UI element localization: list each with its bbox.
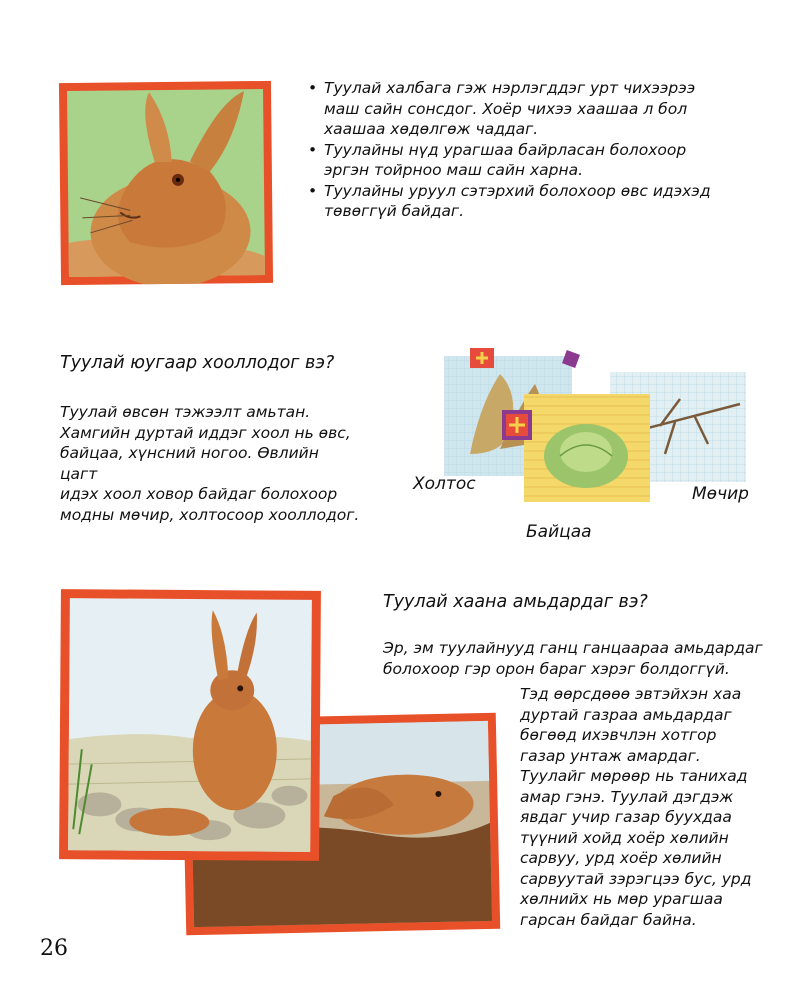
stamp-icon — [470, 348, 494, 368]
habitat-intro: Эр, эм туулайнууд ганц ганцаараа амьдардаг болохоор гэр орон бараг хэрэг болдоггүй. — [383, 639, 763, 678]
food-collage-illustration — [440, 344, 750, 506]
food-paragraph: Туулай өвсөн тэжээлт амьтан. Хамгийн дуртай иддэг хоол нь өвс, байцаа, хүнсний ногоо. Өвлийн цагт идэх хоол ховор байдаг болохоор модны мөчир, холтосоор хооллодог. — [60, 403, 360, 524]
stamp-icon — [502, 410, 532, 440]
hare-facts-list — [308, 78, 728, 222]
list-item: • Туулай халбага гэж нэрлэгддэг урт чихээрээ маш сайн сонсдог. Хоёр чихээ хаашаа л бол хаашаа хөдөлгөж чаддаг. — [308, 78, 728, 140]
cabbage-card — [524, 394, 650, 502]
habitat-heading: Туулай хаана амьдардаг вэ? — [383, 592, 648, 612]
hare-sitting-illustration — [59, 589, 321, 861]
list-item: • Туулайны уруул сэтэрхий болохоор өвс идэхэд төвөггүй байдаг. — [308, 181, 728, 222]
label-twig: Мөчир — [692, 484, 749, 504]
hare-head-illustration — [59, 81, 273, 285]
food-heading: Туулай юугаар хооллодог вэ? — [60, 353, 335, 373]
list-item: • Туулайны нүд урагшаа байрласан болохоор эргэн тойрноо маш сайн харна. — [308, 140, 728, 181]
label-bark: Холтос — [413, 474, 476, 494]
page-number: 26 — [40, 936, 68, 961]
label-cabbage: Байцаа — [526, 522, 592, 542]
habitat-paragraph: Тэд өөрсдөөө эвтэйхэн хаа дуртай газраа амьдардаг бөгөөд ихэвчлэн хотгор газар унтаж амардаг. Туулайг мөрөөр нь танихад амар гэнэ. Туулай дэгдэж явдаг учир газар буухдаа түүний хойд хоёр хөлийн сарвуу, урд хоёр хөлийн сарвуутай зэрэгцээ бус, урд хөлнийх нь мөр урагшаа гарсан байдаг байна. — [520, 685, 752, 929]
